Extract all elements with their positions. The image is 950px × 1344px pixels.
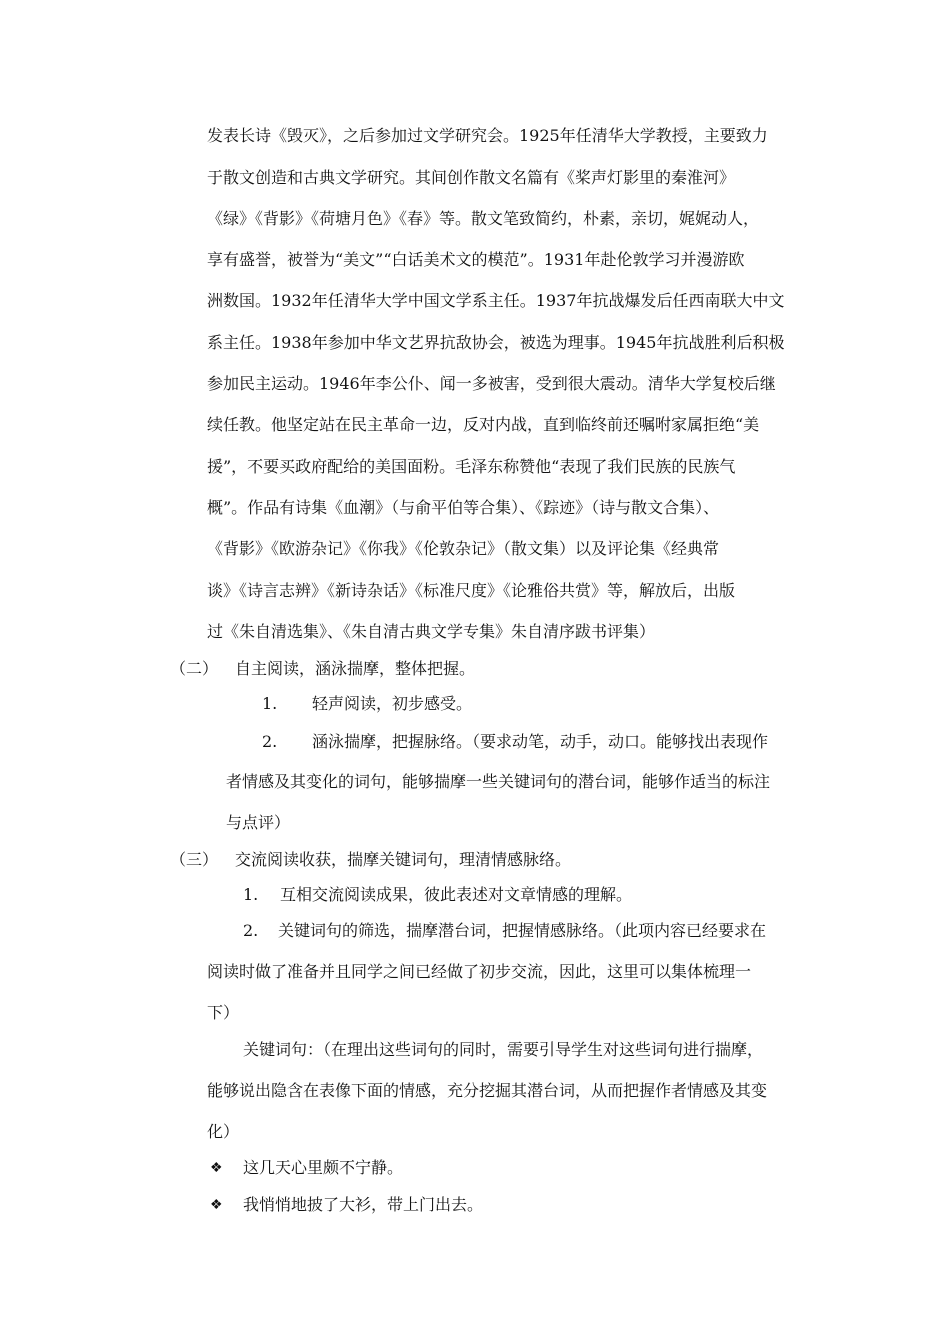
diamond-bullet-icon: ❖ bbox=[210, 1197, 223, 1213]
biography-line: 《背影》《欧游杂记》《你我》《伦敦杂记》（散文集）以及评论集《经典常 bbox=[207, 539, 720, 558]
biography-line: 于散文创造和古典文学研究。其间创作散文名篇有《桨声灯影里的秦淮河》 bbox=[207, 168, 736, 187]
biography-line: 谈》《诗言志辨》《新诗杂话》《标准尺度》《论雅俗共赏》等，解放后，出版 bbox=[207, 581, 736, 600]
section-2-item-1-text: 轻声阅读，初步感受。 bbox=[312, 694, 473, 713]
key-phrases-line-1: 关键词句：（在理出这些词句的同时，需要引导学生对这些词句进行揣摩， bbox=[243, 1040, 764, 1059]
section-3-item-2-number: 2. bbox=[243, 921, 259, 940]
section-3-item-2-line-3: 下） bbox=[207, 1003, 240, 1022]
biography-line: 概”。作品有诗集《血潮》（与俞平伯等合集）、《踪迹》（诗与散文合集）、 bbox=[207, 498, 720, 517]
biography-line: 《绿》《背影》《荷塘月色》《春》等。散文笔致简约，朴素，亲切，娓娓动人， bbox=[207, 209, 760, 228]
section-2-heading: 自主阅读，涵泳揣摩，整体把握。 bbox=[235, 659, 476, 678]
biography-line: 参加民主运动。1946年李公仆、闻一多被害，受到很大震动。清华大学复校后继 bbox=[207, 374, 776, 393]
section-2-item-2-line-2: 者情感及其变化的词句，能够揣摩一些关键词句的潜台词，能够作适当的标注 bbox=[226, 772, 771, 791]
bullet-text: 这几天心里颇不宁静。 bbox=[243, 1158, 404, 1177]
section-2-label: （二） bbox=[170, 659, 219, 678]
biography-line: 发表长诗《毁灭》，之后参加过文学研究会。1925年任清华大学教授，主要致力 bbox=[207, 126, 768, 145]
diamond-bullet-icon: ❖ bbox=[210, 1160, 223, 1176]
section-3-item-1-number: 1. bbox=[243, 885, 259, 904]
key-phrases-line-3: 化） bbox=[207, 1122, 240, 1141]
section-3-item-1-text: 互相交流阅读成果，彼此表述对文章情感的理解。 bbox=[280, 885, 633, 904]
bullet-text: 我悄悄地披了大衫，带上门出去。 bbox=[243, 1195, 484, 1214]
section-3-label: （三） bbox=[170, 850, 219, 869]
section-2-item-1-number: 1. bbox=[262, 694, 278, 713]
biography-line: 续任教。他坚定站在民主革命一边，反对内战，直到临终前还嘱咐家属拒绝“美 bbox=[207, 415, 760, 434]
biography-line: 援”，不要买政府配给的美国面粉。毛泽东称赞他“表现了我们民族的民族气 bbox=[207, 457, 736, 476]
section-2-item-2-line-3: 与点评） bbox=[226, 813, 291, 832]
section-2-item-2-number: 2. bbox=[262, 732, 278, 751]
section-3-heading: 交流阅读收获，揣摩关键词句，理清情感脉络。 bbox=[235, 850, 572, 869]
section-2-item-2-line-1: 涵泳揣摩，把握脉络。（要求动笔，动手，动口。能够找出表现作 bbox=[312, 732, 769, 751]
section-3-item-2-line-2: 阅读时做了准备并且同学之间已经做了初步交流，因此，这里可以集体梳理一 bbox=[207, 962, 752, 981]
biography-line: 洲数国。1932年任清华大学中国文学系主任。1937年抗战爆发后任西南联大中文 bbox=[207, 291, 785, 310]
biography-line: 过《朱自清选集》、《朱自清古典文学专集》朱自清序跋书评集） bbox=[207, 622, 656, 641]
key-phrases-line-2: 能够说出隐含在表像下面的情感，充分挖掘其潜台词，从而把握作者情感及其变 bbox=[207, 1081, 768, 1100]
biography-line: 系主任。1938年参加中华文艺界抗敌协会，被选为理事。1945年抗战胜利后积极 bbox=[207, 333, 785, 352]
section-3-item-2-line-1: 关键词句的筛选，揣摩潜台词，把握情感脉络。（此项内容已经要求在 bbox=[278, 921, 767, 940]
biography-line: 享有盛誉，被誉为“美文”“白话美术文的模范”。1931年赴伦敦学习并漫游欧 bbox=[207, 250, 745, 269]
